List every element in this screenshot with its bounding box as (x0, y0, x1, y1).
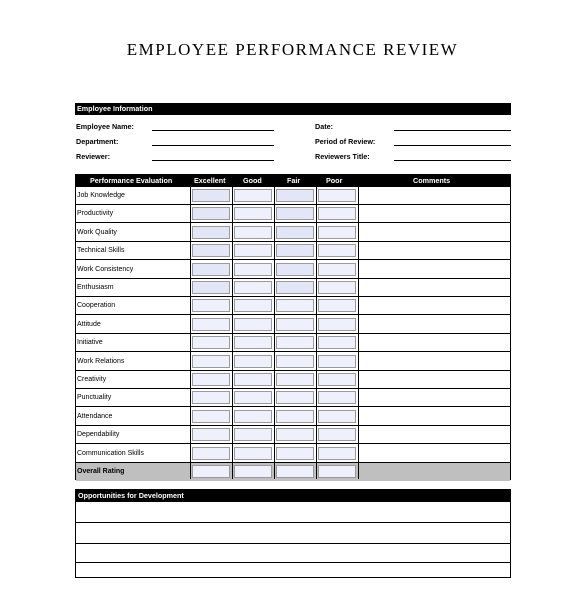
evaluation-row (76, 224, 510, 242)
header-fair: Fair (287, 176, 301, 185)
comments-cell[interactable] (359, 297, 509, 314)
evaluation-row (76, 389, 510, 407)
evaluation-row (76, 316, 510, 334)
rating-fair-box[interactable] (276, 447, 314, 460)
rating-excellent-box[interactable] (192, 336, 230, 349)
rating-poor-box[interactable] (318, 244, 356, 257)
evaluation-row-label: Job Knowledge (77, 192, 125, 199)
rating-fair-box[interactable] (276, 318, 314, 331)
field-input-line-right[interactable] (394, 145, 511, 146)
evaluation-row-label: Attendance (77, 412, 113, 420)
rating-good-box[interactable] (234, 318, 272, 331)
evaluation-row-label: Creativity (77, 376, 107, 383)
rating-good-box[interactable] (234, 410, 272, 423)
rating-excellent-box[interactable] (192, 465, 230, 478)
rating-excellent-box[interactable] (192, 428, 230, 441)
evaluation-row (76, 205, 510, 223)
rating-fair-box[interactable] (276, 410, 314, 423)
rating-good-box[interactable] (234, 299, 272, 312)
rating-excellent-box[interactable] (192, 281, 230, 294)
comments-cell[interactable] (359, 426, 509, 443)
rating-excellent-box[interactable] (192, 189, 230, 202)
field-label-right: Reviewers Title: (315, 152, 370, 161)
rating-poor-box[interactable] (318, 281, 356, 294)
column-divider (274, 175, 275, 479)
evaluation-header-row (76, 175, 510, 187)
rating-excellent-box[interactable] (192, 391, 230, 404)
comments-cell[interactable] (359, 261, 509, 278)
comments-cell[interactable] (359, 353, 509, 370)
rating-good-box[interactable] (234, 428, 272, 441)
header-performance-evaluation: Performance Evaluation (90, 176, 173, 185)
evaluation-row-label: Dependability (77, 431, 120, 439)
rating-poor-box[interactable] (318, 226, 356, 239)
rating-good-box[interactable] (234, 447, 272, 460)
field-label-left: Employee Name: (76, 122, 134, 131)
comments-cell[interactable] (359, 242, 509, 259)
performance-evaluation-table (75, 174, 511, 480)
evaluation-row (76, 445, 510, 463)
field-input-line-left[interactable] (152, 160, 274, 161)
rating-fair-box[interactable] (276, 373, 314, 386)
evaluation-row (76, 297, 510, 315)
rating-poor-box[interactable] (318, 207, 356, 220)
field-input-line-right[interactable] (394, 130, 511, 131)
column-divider (358, 175, 359, 479)
field-label-right: Date: (315, 122, 333, 131)
evaluation-row (76, 242, 510, 260)
rating-fair-box[interactable] (276, 299, 314, 312)
rating-fair-box[interactable] (276, 428, 314, 441)
rating-fair-box[interactable] (276, 281, 314, 294)
page-title: EMPLOYEE PERFORMANCE REVIEW (126, 40, 459, 59)
column-divider (190, 175, 191, 479)
rating-good-box[interactable] (234, 189, 272, 202)
rating-excellent-box[interactable] (192, 410, 230, 423)
rating-poor-box[interactable] (318, 391, 356, 404)
rating-poor-box[interactable] (318, 336, 356, 349)
opportunities-section (75, 489, 511, 578)
rating-poor-box[interactable] (318, 465, 356, 478)
rating-excellent-box[interactable] (192, 299, 230, 312)
comments-cell[interactable] (359, 371, 509, 388)
field-input-line-left[interactable] (152, 130, 274, 131)
evaluation-row-label: Communication Skills (77, 449, 144, 457)
rating-good-box[interactable] (234, 465, 272, 478)
rating-excellent-box[interactable] (192, 244, 230, 257)
comments-cell[interactable] (359, 389, 509, 406)
rating-poor-box[interactable] (318, 428, 356, 441)
rating-good-box[interactable] (234, 207, 272, 220)
field-label-left: Reviewer: (76, 152, 110, 161)
field-input-line-right[interactable] (394, 160, 511, 161)
header-comments: Comments (413, 176, 451, 185)
rating-excellent-box[interactable] (192, 355, 230, 368)
evaluation-row (76, 334, 510, 352)
evaluation-row-label: Enthusiasm (77, 284, 114, 291)
evaluation-row (76, 279, 510, 297)
rating-fair-box[interactable] (276, 207, 314, 220)
evaluation-row (76, 408, 510, 426)
field-input-line-left[interactable] (152, 145, 274, 146)
evaluation-row-label: Overall Rating (77, 468, 125, 475)
column-divider (316, 175, 317, 479)
opportunities-line (76, 562, 510, 563)
opportunities-line (76, 543, 510, 544)
comments-cell[interactable] (359, 316, 509, 333)
rating-fair-box[interactable] (276, 355, 314, 368)
header-poor: Poor (326, 176, 343, 185)
evaluation-row (76, 187, 510, 205)
rating-fair-box[interactable] (276, 336, 314, 349)
comments-cell[interactable] (359, 334, 509, 351)
evaluation-row-label: Initiative (77, 339, 103, 347)
evaluation-row-label: Work Quality (77, 228, 117, 236)
rating-fair-box[interactable] (276, 244, 314, 257)
evaluation-row-label: Work Relations (77, 357, 125, 365)
opportunities-header: Opportunities for Development (76, 490, 510, 502)
rating-good-box[interactable] (234, 391, 272, 404)
evaluation-row-label: Productivity (77, 210, 114, 218)
rating-good-box[interactable] (234, 281, 272, 294)
comments-cell[interactable] (359, 205, 509, 222)
rating-poor-box[interactable] (318, 263, 356, 276)
overall-rating-row (76, 463, 510, 481)
employee-info-header: Employee Information (75, 103, 511, 115)
header-excellent: Excellent (194, 176, 226, 185)
rating-excellent-box[interactable] (192, 447, 230, 460)
field-label-right: Period of Review: (315, 137, 376, 146)
evaluation-row (76, 353, 510, 371)
opportunities-line (76, 522, 510, 523)
comments-cell[interactable] (359, 187, 509, 204)
header-good: Good (243, 176, 262, 185)
rating-good-box[interactable] (234, 263, 272, 276)
evaluation-row-label: Cooperation (77, 302, 116, 310)
rating-fair-box[interactable] (276, 391, 314, 404)
evaluation-row-label: Attitude (77, 320, 101, 328)
field-label-left: Department: (76, 137, 119, 146)
rating-excellent-box[interactable] (192, 373, 230, 386)
column-divider (232, 175, 233, 479)
comments-cell[interactable] (359, 224, 509, 241)
comments-cell[interactable] (359, 445, 509, 462)
rating-excellent-box[interactable] (192, 318, 230, 331)
rating-poor-box[interactable] (318, 373, 356, 386)
rating-fair-box[interactable] (276, 226, 314, 239)
rating-good-box[interactable] (234, 244, 272, 257)
rating-excellent-box[interactable] (192, 263, 230, 276)
evaluation-row-label: Technical Skills (77, 247, 125, 255)
evaluation-row (76, 261, 510, 279)
rating-fair-box[interactable] (276, 465, 314, 478)
rating-good-box[interactable] (234, 355, 272, 368)
rating-poor-box[interactable] (318, 318, 356, 331)
comments-cell[interactable] (359, 408, 509, 425)
comments-cell[interactable] (359, 279, 509, 296)
rating-poor-box[interactable] (318, 299, 356, 312)
rating-excellent-box[interactable] (192, 207, 230, 220)
comments-cell[interactable] (359, 463, 509, 480)
rating-good-box[interactable] (234, 373, 272, 386)
rating-poor-box[interactable] (318, 447, 356, 460)
rating-good-box[interactable] (234, 336, 272, 349)
rating-fair-box[interactable] (276, 263, 314, 276)
rating-excellent-box[interactable] (192, 226, 230, 239)
evaluation-row-label: Work Consistency (77, 265, 134, 273)
rating-poor-box[interactable] (318, 189, 356, 202)
rating-good-box[interactable] (234, 226, 272, 239)
evaluation-row-label: Punctuality (77, 394, 112, 402)
rating-poor-box[interactable] (318, 410, 356, 423)
rating-fair-box[interactable] (276, 189, 314, 202)
evaluation-row (76, 371, 510, 389)
evaluation-row (76, 426, 510, 444)
rating-poor-box[interactable] (318, 355, 356, 368)
